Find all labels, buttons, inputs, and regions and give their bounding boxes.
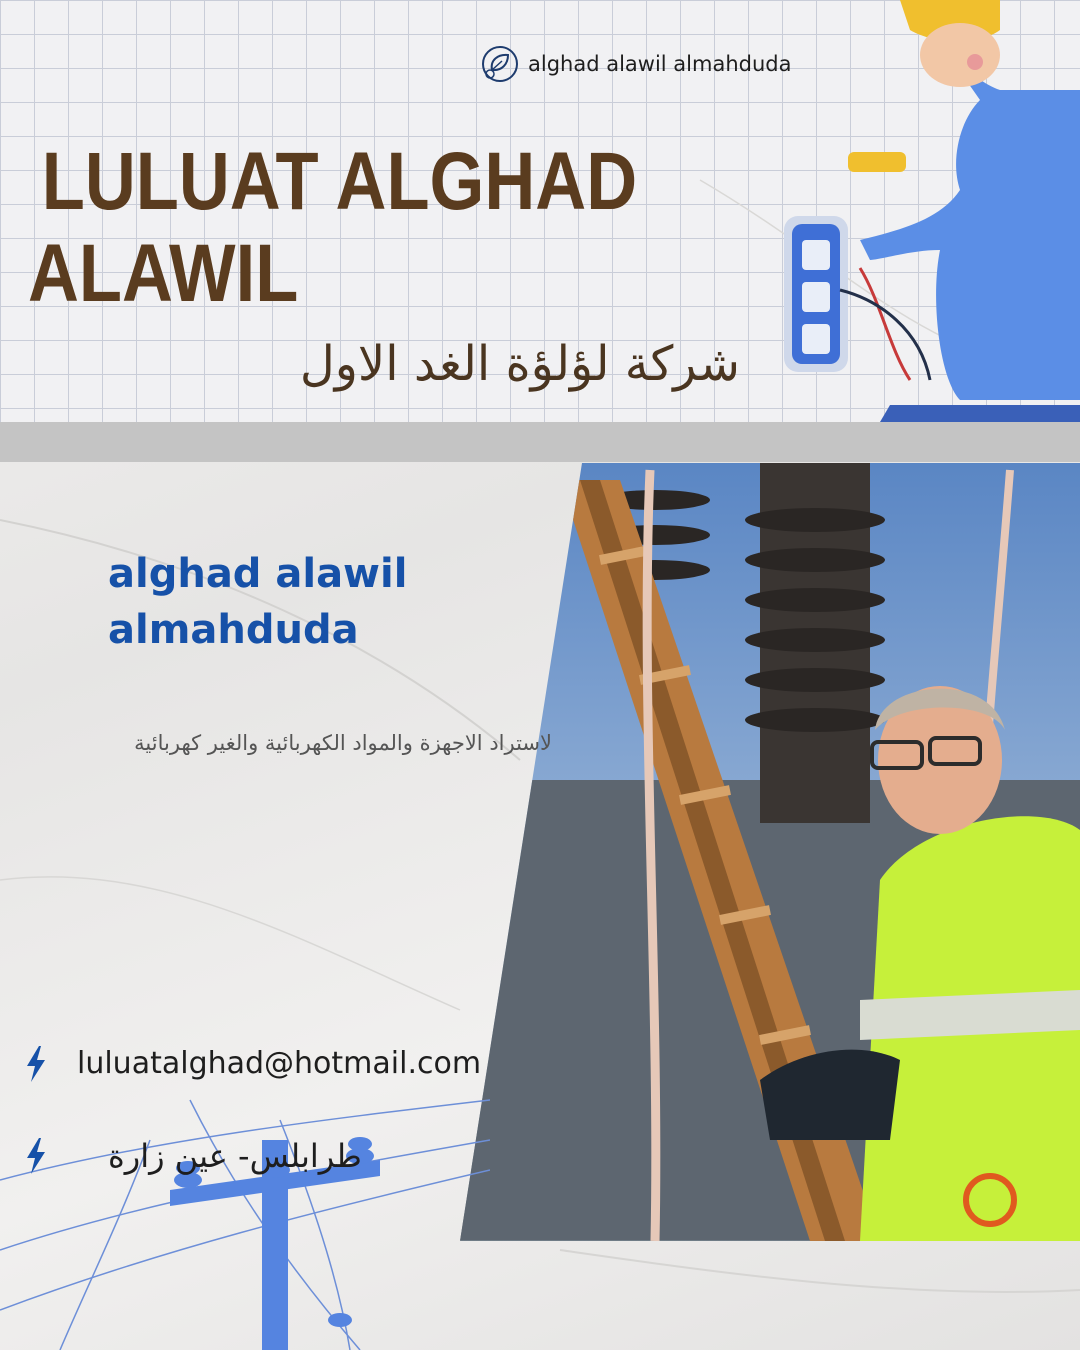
company-name (108, 546, 407, 658)
company-name-line-2: almahduda (108, 607, 359, 653)
lightning-icon (22, 1136, 50, 1176)
contact-address-row (22, 1136, 50, 1176)
company-tagline: لاستراد الاجهزة والمواد الكهربائية والغير كهربائية (134, 731, 552, 755)
company-name-line-1: alghad alawil (108, 551, 408, 597)
lightning-icon (22, 1044, 50, 1084)
arabic-title: شركة لؤلؤة الغد الاول (299, 336, 740, 392)
contact-email-row (22, 1044, 50, 1084)
contact-email[interactable]: luluatalghad@hotmail.com (77, 1046, 482, 1081)
power-pole-illustration (0, 1080, 490, 1350)
contact-address: طرابلس- عين زارة (108, 1137, 362, 1175)
title-line-1: LULUAT ALGHAD (41, 136, 638, 227)
title-line-2: ALAWIL (28, 228, 299, 319)
brand-name: alghad alawil almahduda (528, 52, 792, 76)
